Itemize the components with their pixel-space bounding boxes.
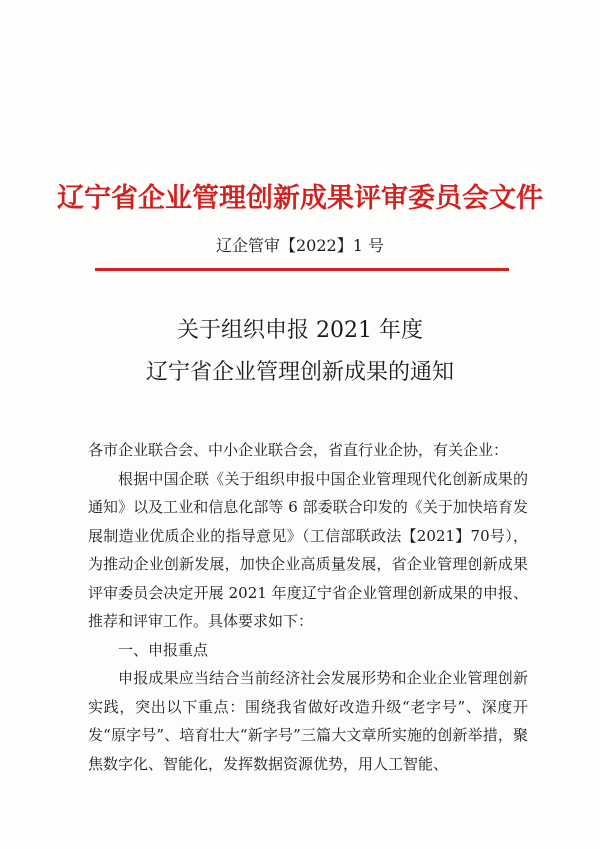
salutation: 各市企业联合会、中小企业联合会，省直行业企协，有关企业： bbox=[88, 441, 509, 459]
notice-title-line1: 关于组织申报 2021 年度 bbox=[177, 318, 423, 343]
header-red-rule bbox=[95, 268, 509, 271]
body-paragraph-1: 根据中国企联《关于组织申报中国企业管理现代化创新成果的通知》以及工业和信息化部等 6 部委联合印发的《关于加快培育发展制造业优质企业的指导意见》（工信部联政法【2021】70号），为推动企业创新发展，加快企业高质量发展，省企业管理创新成果评审委员会决定开展 2021 年度辽宁省企业管理创新成果的申报、推荐和评审工作。具体要求如下： bbox=[88, 469, 528, 630]
notice-title-line2: 辽宁省企业管理创新成果的通知 bbox=[145, 360, 454, 385]
document-number: 辽企管审【2022】1 号 bbox=[216, 236, 384, 255]
document-header-title: 辽宁省企业管理创新成果评审委员会文件 bbox=[57, 183, 543, 214]
document-body bbox=[88, 436, 528, 778]
body-paragraph-2: 申报成果应当结合当前经济社会发展形势和企业企业管理创新实践，突出以下重点：围绕我省做好改造升级“老字号”、深度开发“原字号”、培育壮大“新字号”三篇大文章所实施的创新举措，聚焦数字化、智能化，发挥数据资源优势，用人工智能、 bbox=[88, 669, 528, 773]
section-heading-1: 一、申报重点 bbox=[118, 640, 209, 659]
